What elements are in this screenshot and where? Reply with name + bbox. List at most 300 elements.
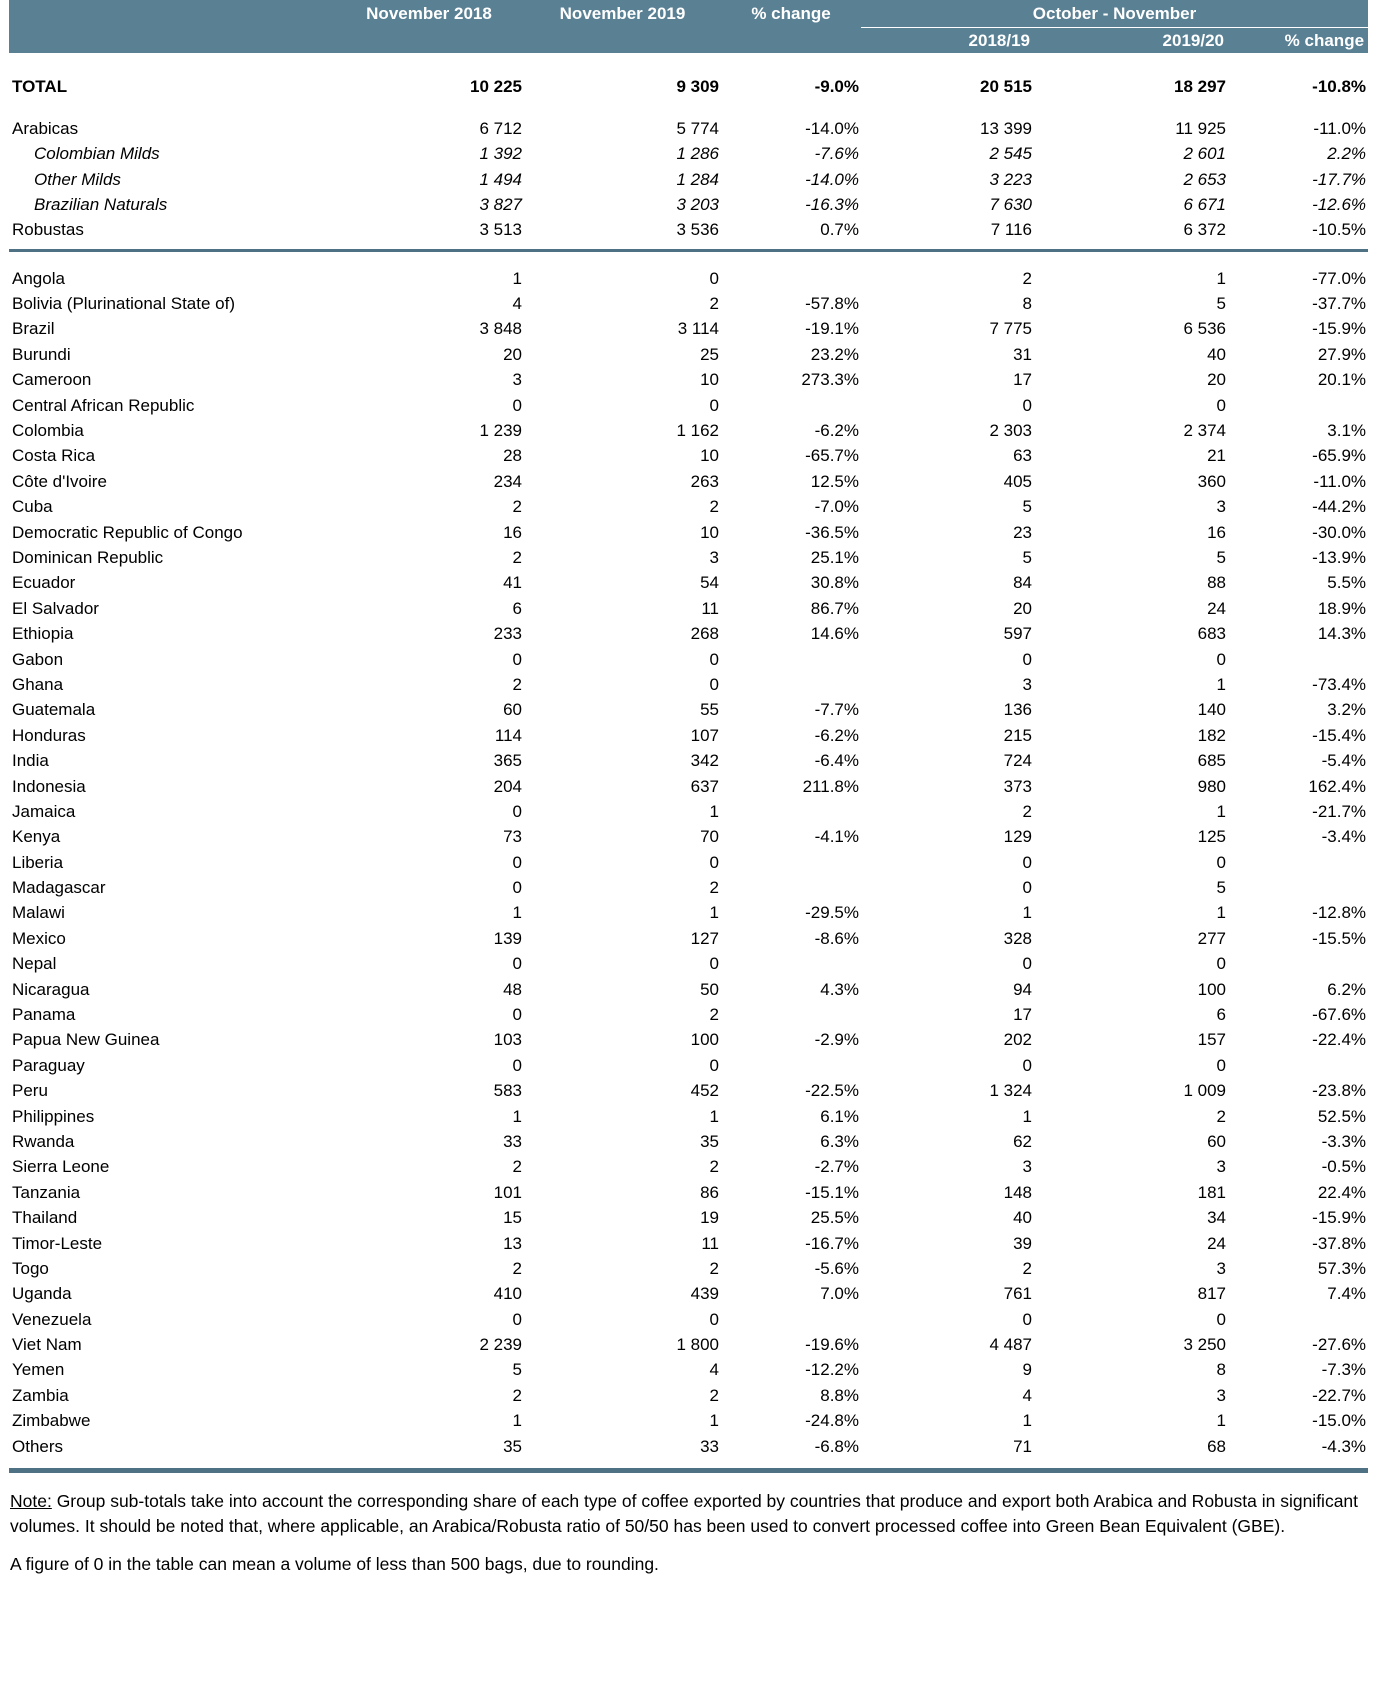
row-label: Tanzania [12, 1182, 81, 1202]
cell-octnov-pct-change: -15.4% [1312, 725, 1367, 745]
cell-octnov-2018-19: 3 [1022, 1157, 1032, 1177]
table-row [9, 952, 1368, 977]
cell-november-2018: 15 [503, 1208, 522, 1228]
cell-octnov-pct-change [1228, 850, 1368, 875]
cell-pct-change: -2.9% [814, 1030, 859, 1050]
col-header-empty [9, 0, 334, 28]
cell-octnov-pct-change: -21.7% [1312, 801, 1367, 821]
cell-november-2018: 233 [493, 624, 522, 644]
cell-november-2019: 2 [709, 294, 719, 314]
cell-november-2018: 10 225 [470, 77, 522, 97]
cell-november-2018: 410 [493, 1284, 522, 1304]
cell-pct-change: -8.6% [814, 928, 859, 948]
cell-octnov-2018-19: 1 [1022, 1411, 1032, 1431]
table-row [9, 1434, 1368, 1459]
cell-november-2018: 33 [503, 1131, 522, 1151]
row-label: Kenya [12, 827, 61, 847]
cell-octnov-2018-19: 84 [1013, 573, 1032, 593]
cell-octnov-2019-20: 34 [1207, 1208, 1226, 1228]
cell-octnov-pct-change: -27.6% [1312, 1335, 1367, 1355]
table-row [9, 266, 1368, 291]
cell-octnov-2019-20: 3 [1216, 1258, 1226, 1278]
cell-octnov-2018-19: 1 [1022, 903, 1032, 923]
cell-octnov-2018-19: 215 [1003, 725, 1032, 745]
cell-octnov-2019-20: 140 [1197, 700, 1226, 720]
cell-november-2019: 1 284 [676, 169, 719, 189]
cell-octnov-2019-20: 3 [1216, 497, 1226, 517]
cell-octnov-2019-20: 18 297 [1174, 77, 1226, 97]
cell-octnov-pct-change: -3.3% [1321, 1131, 1367, 1151]
cell-octnov-2018-19: 7 630 [989, 194, 1032, 214]
cell-octnov-pct-change [1228, 1053, 1368, 1078]
cell-pct-change: 25.1% [810, 547, 859, 567]
cell-octnov-2019-20: 5 [1216, 878, 1226, 898]
note-label: Note: [10, 1490, 52, 1511]
cell-octnov-2018-19: 23 [1013, 522, 1032, 542]
col-header-november-2018: November 2018 [334, 0, 524, 28]
divider [9, 249, 1368, 252]
cell-november-2018: 41 [503, 573, 522, 593]
row-label: Nepal [12, 954, 57, 974]
cell-octnov-2019-20: 0 [1216, 1055, 1226, 1075]
cell-pct-change [721, 647, 861, 672]
cell-octnov-2019-20: 0 [1216, 649, 1226, 669]
cell-november-2019: 54 [700, 573, 719, 593]
cell-octnov-2018-19: 17 [1013, 1005, 1032, 1025]
col-header-2018-19: 2018/19 [861, 28, 1034, 54]
cell-pct-change: -12.2% [805, 1360, 859, 1380]
cell-octnov-2018-19: 63 [1013, 446, 1032, 466]
cell-november-2019: 0 [709, 268, 719, 288]
table-row [9, 495, 1368, 520]
table-header [9, 0, 1368, 53]
cell-november-2018: 114 [494, 725, 522, 745]
cell-octnov-2019-20: 1 [1216, 268, 1226, 288]
table-row [9, 218, 1368, 243]
note-text: Group sub-totals take into account the corresponding share of each type of coffee exported by countries that produce and export both Arabica and Robusta in significant volumes. It should be noted that, where applicable, an Arabica/Robusta ratio of 50/50 has been used to convert processed coffee into Green Bean Equivalent (GBE). [10, 1490, 1359, 1536]
cell-octnov-pct-change: -17.7% [1312, 169, 1367, 189]
table-row [9, 1358, 1368, 1383]
cell-november-2019: 1 286 [676, 144, 719, 164]
cell-november-2018: 234 [493, 471, 522, 491]
cell-octnov-2018-19: 4 487 [989, 1335, 1032, 1355]
cell-octnov-2019-20: 685 [1197, 751, 1226, 771]
cell-november-2019: 0 [709, 395, 719, 415]
cell-november-2018: 0 [512, 1005, 522, 1025]
cell-octnov-2019-20: 125 [1197, 827, 1226, 847]
cell-octnov-2019-20: 1 009 [1183, 1081, 1226, 1101]
cell-november-2018: 0 [512, 395, 522, 415]
cell-octnov-pct-change: -15.9% [1312, 1208, 1367, 1228]
cell-november-2018: 1 [512, 268, 522, 288]
cell-octnov-2018-19: 7 775 [989, 319, 1032, 339]
cell-octnov-2018-19: 13 399 [980, 118, 1032, 138]
cell-octnov-pct-change: -23.8% [1312, 1081, 1367, 1101]
cell-november-2018: 2 [512, 1157, 522, 1177]
row-label: Burundi [12, 344, 71, 364]
cell-november-2018: 1 239 [479, 421, 522, 441]
cell-november-2018: 6 [512, 598, 522, 618]
table-row [9, 393, 1368, 418]
cell-pct-change: 211.8% [802, 776, 859, 796]
cell-pct-change: -14.0% [805, 169, 859, 189]
cell-octnov-2018-19: 202 [1003, 1030, 1032, 1050]
cell-octnov-2019-20: 0 [1216, 1309, 1226, 1329]
cell-pct-change: -16.7% [805, 1233, 859, 1253]
cell-pct-change: 8.8% [820, 1385, 859, 1405]
cell-octnov-pct-change: 6.2% [1327, 979, 1367, 999]
row-label: Colombia [12, 421, 84, 441]
row-label: Gabon [12, 649, 64, 669]
cell-octnov-2019-20: 16 [1207, 522, 1226, 542]
row-label: Ecuador [12, 573, 76, 593]
cell-octnov-pct-change: 27.9% [1317, 344, 1367, 364]
cell-octnov-pct-change [1228, 876, 1368, 901]
row-label: El Salvador [12, 598, 99, 618]
table-row [9, 596, 1368, 621]
cell-octnov-pct-change: 22.4% [1317, 1182, 1367, 1202]
cell-octnov-pct-change: -3.4% [1321, 827, 1367, 847]
cell-november-2019: 2 [709, 1258, 719, 1278]
cell-november-2018: 2 [512, 674, 522, 694]
cell-octnov-2018-19: 2 [1022, 1258, 1032, 1278]
cell-octnov-2019-20: 88 [1207, 573, 1226, 593]
table-row [9, 927, 1368, 952]
cell-octnov-2018-19: 62 [1013, 1131, 1032, 1151]
row-label: Brazil [12, 319, 55, 339]
cell-november-2019: 1 [709, 1106, 719, 1126]
cell-octnov-2018-19: 761 [1003, 1284, 1032, 1304]
cell-november-2018: 0 [512, 649, 522, 669]
cell-octnov-2018-19: 3 [1022, 674, 1032, 694]
cell-octnov-pct-change [1228, 952, 1368, 977]
cell-octnov-2018-19: 20 515 [980, 77, 1032, 97]
cell-november-2018: 2 [512, 1385, 522, 1405]
cell-november-2019: 2 [709, 497, 719, 517]
cell-november-2018: 2 239 [479, 1335, 522, 1355]
cell-octnov-2019-20: 5 [1216, 294, 1226, 314]
row-label: Dominican Republic [12, 547, 164, 567]
cell-octnov-2019-20: 6 671 [1183, 194, 1226, 214]
cell-octnov-2019-20: 5 [1216, 547, 1226, 567]
table-row [9, 1180, 1368, 1205]
cell-octnov-2019-20: 21 [1207, 446, 1226, 466]
divider [9, 1468, 1368, 1473]
cell-octnov-2018-19: 597 [1003, 624, 1032, 644]
cell-pct-change [721, 850, 861, 875]
cell-octnov-2019-20: 157 [1197, 1030, 1226, 1050]
cell-november-2018: 1 [512, 1106, 522, 1126]
cell-november-2018: 16 [503, 522, 522, 542]
cell-octnov-2019-20: 2 601 [1183, 144, 1226, 164]
cell-pct-change [721, 876, 861, 901]
cell-november-2018: 73 [503, 827, 522, 847]
cell-pct-change: -29.5% [805, 903, 859, 923]
row-label: Uganda [12, 1284, 72, 1304]
cell-pct-change: 25.5% [810, 1208, 859, 1228]
cell-octnov-2019-20: 0 [1216, 852, 1226, 872]
table-row [9, 647, 1368, 672]
cell-november-2018: 2 [512, 1258, 522, 1278]
cell-november-2019: 0 [709, 954, 719, 974]
cell-pct-change: -15.1% [805, 1182, 859, 1202]
cell-november-2018: 0 [512, 954, 522, 974]
cell-pct-change: -19.1% [805, 319, 859, 339]
cell-november-2018: 6 712 [479, 118, 522, 138]
cell-octnov-2019-20: 24 [1207, 1233, 1226, 1253]
cell-octnov-pct-change [1228, 647, 1368, 672]
table-row [9, 673, 1368, 698]
table-row [9, 317, 1368, 342]
cell-pct-change: 86.7% [810, 598, 859, 618]
cell-november-2018: 1 [512, 903, 522, 923]
cell-octnov-pct-change: -11.0% [1313, 118, 1367, 138]
cell-november-2019: 10 [700, 446, 719, 466]
row-label: Paraguay [12, 1055, 85, 1075]
cell-octnov-pct-change: 52.5% [1317, 1106, 1367, 1126]
cell-november-2018: 0 [512, 852, 522, 872]
cell-november-2018: 48 [503, 979, 522, 999]
row-label: Rwanda [12, 1131, 75, 1151]
cell-octnov-2018-19: 2 [1022, 268, 1032, 288]
cell-octnov-2019-20: 60 [1207, 1131, 1226, 1151]
cell-november-2018: 0 [512, 801, 522, 821]
row-label: Bolivia (Plurinational State of) [12, 294, 236, 314]
cell-november-2019: 3 536 [676, 220, 719, 240]
cell-pct-change: -14.0% [805, 118, 859, 138]
cell-octnov-pct-change: -12.6% [1312, 194, 1367, 214]
cell-octnov-2018-19: 0 [1022, 395, 1032, 415]
row-label: Other Milds [34, 169, 121, 189]
cell-november-2019: 3 [709, 547, 719, 567]
cell-pct-change: 273.3% [801, 370, 859, 390]
cell-pct-change [721, 393, 861, 418]
cell-november-2019: 2 [709, 878, 719, 898]
cell-octnov-pct-change: -4.3% [1321, 1436, 1367, 1456]
cell-pct-change [721, 952, 861, 977]
cell-november-2019: 70 [700, 827, 719, 847]
cell-octnov-pct-change: -0.5% [1321, 1157, 1367, 1177]
row-label: Liberia [12, 852, 64, 872]
cell-november-2019: 35 [700, 1131, 719, 1151]
table-row [9, 774, 1368, 799]
row-label: Central African Republic [12, 395, 195, 415]
cell-octnov-pct-change: -73.4% [1312, 674, 1367, 694]
table-row [9, 1231, 1368, 1256]
cell-octnov-pct-change: -37.8% [1312, 1233, 1367, 1253]
cell-november-2019: 1 [709, 801, 719, 821]
cell-octnov-2018-19: 373 [1003, 776, 1032, 796]
cell-octnov-2018-19: 17 [1013, 370, 1032, 390]
table-row [9, 53, 1368, 116]
cell-november-2019: 11 [701, 598, 719, 618]
cell-octnov-pct-change: -77.0% [1312, 268, 1367, 288]
row-label: Brazilian Naturals [34, 194, 168, 214]
cell-octnov-pct-change: -22.4% [1312, 1030, 1367, 1050]
cell-november-2019: 25 [700, 344, 719, 364]
cell-pct-change: 0.7% [820, 220, 859, 240]
col-header-pct-change-2: % change [1228, 28, 1368, 54]
cell-octnov-2019-20: 1 [1216, 801, 1226, 821]
cell-octnov-2019-20: 980 [1197, 776, 1226, 796]
cell-octnov-2019-20: 6 [1216, 1005, 1226, 1025]
row-label: Yemen [12, 1360, 65, 1380]
cell-octnov-2018-19: 724 [1003, 751, 1032, 771]
cell-octnov-2019-20: 2 653 [1183, 169, 1226, 189]
cell-octnov-pct-change: 3.2% [1327, 700, 1367, 720]
row-label: Sierra Leone [12, 1157, 110, 1177]
cell-pct-change [721, 800, 861, 825]
cell-octnov-pct-change: 57.3% [1317, 1258, 1367, 1278]
cell-november-2019: 342 [690, 751, 719, 771]
cell-november-2018: 3 [512, 370, 522, 390]
cell-octnov-2018-19: 1 324 [989, 1081, 1032, 1101]
cell-octnov-pct-change: -22.7% [1312, 1385, 1367, 1405]
cell-november-2019: 127 [690, 928, 719, 948]
cell-november-2019: 11 [701, 1233, 719, 1253]
cell-november-2019: 19 [700, 1208, 719, 1228]
cell-octnov-pct-change: -37.7% [1312, 294, 1367, 314]
header-row-2 [9, 28, 1368, 54]
table-row [9, 977, 1368, 1002]
cell-octnov-2018-19: 8 [1022, 294, 1032, 314]
row-label: Malawi [12, 903, 65, 923]
row-label: Colombian Milds [34, 144, 160, 164]
cell-pct-change: -7.6% [814, 144, 859, 164]
col-header-october-november: October - November [861, 0, 1368, 28]
cell-octnov-pct-change: -5.4% [1321, 751, 1367, 771]
row-label: Timor-Leste [12, 1233, 103, 1253]
cell-november-2019: 0 [709, 1055, 719, 1075]
cell-november-2018: 20 [503, 344, 522, 364]
cell-octnov-pct-change: 5.5% [1327, 573, 1367, 593]
cell-octnov-2018-19: 9 [1022, 1360, 1032, 1380]
row-label: Costa Rica [12, 446, 96, 466]
cell-november-2018: 583 [493, 1081, 522, 1101]
cell-octnov-2019-20: 8 [1216, 1360, 1226, 1380]
row-label: Honduras [12, 725, 86, 745]
cell-octnov-2018-19: 0 [1022, 852, 1032, 872]
cell-pct-change: -16.3% [805, 194, 859, 214]
coffee-exports-table [9, 0, 1368, 1473]
cell-november-2019: 1 800 [676, 1335, 719, 1355]
cell-november-2019: 10 [700, 522, 719, 542]
cell-pct-change [721, 1307, 861, 1332]
table-row [9, 1028, 1368, 1053]
cell-pct-change: -19.6% [805, 1335, 859, 1355]
row-label: TOTAL [12, 77, 68, 97]
cell-pct-change: -7.7% [814, 700, 859, 720]
row-label: Nicaragua [12, 979, 90, 999]
cell-octnov-2018-19: 0 [1022, 1055, 1032, 1075]
cell-november-2019: 50 [700, 979, 719, 999]
cell-octnov-2018-19: 31 [1013, 344, 1032, 364]
row-label: Papua New Guinea [12, 1030, 160, 1050]
cell-octnov-2018-19: 405 [1003, 471, 1032, 491]
cell-pct-change: -6.2% [814, 725, 859, 745]
row-label: Zambia [12, 1385, 69, 1405]
cell-octnov-2019-20: 0 [1216, 395, 1226, 415]
cell-november-2019: 1 [709, 1411, 719, 1431]
cell-november-2019: 2 [709, 1385, 719, 1405]
cell-november-2019: 637 [690, 776, 719, 796]
cell-november-2019: 268 [690, 624, 719, 644]
table-row [9, 116, 1368, 141]
row-label: Peru [12, 1081, 48, 1101]
cell-octnov-pct-change [1228, 393, 1368, 418]
cell-octnov-pct-change: 14.3% [1317, 624, 1367, 644]
cell-pct-change: -22.5% [805, 1081, 859, 1101]
cell-pct-change: 4.3% [820, 979, 859, 999]
table-row [9, 1130, 1368, 1155]
cell-octnov-2019-20: 181 [1197, 1182, 1226, 1202]
cell-octnov-2018-19: 7 116 [990, 220, 1032, 240]
cell-pct-change: 14.6% [810, 624, 859, 644]
cell-octnov-pct-change: -15.0% [1312, 1411, 1367, 1431]
cell-pct-change: -36.5% [805, 522, 859, 542]
separator-row [9, 1460, 1368, 1473]
cell-pct-change: 6.1% [820, 1106, 859, 1126]
cell-november-2019: 0 [709, 852, 719, 872]
table-row [9, 571, 1368, 596]
row-label: Robustas [12, 220, 84, 240]
header-row-1 [9, 0, 1368, 28]
table-row [9, 1003, 1368, 1028]
table-row [9, 520, 1368, 545]
cell-november-2018: 139 [493, 928, 522, 948]
cell-november-2018: 3 827 [479, 194, 522, 214]
notes [10, 1489, 1362, 1577]
cell-octnov-2018-19: 3 223 [989, 169, 1032, 189]
cell-octnov-pct-change: 18.9% [1317, 598, 1367, 618]
cell-november-2019: 33 [700, 1436, 719, 1456]
row-label: Jamaica [12, 801, 76, 821]
table-row [9, 419, 1368, 444]
cell-octnov-2019-20: 277 [1197, 928, 1226, 948]
cell-octnov-2019-20: 0 [1216, 954, 1226, 974]
cell-november-2019: 1 [709, 903, 719, 923]
cell-november-2018: 13 [503, 1233, 522, 1253]
cell-octnov-pct-change: -10.8% [1312, 77, 1367, 97]
table-row [9, 1409, 1368, 1434]
row-label: India [12, 751, 49, 771]
table-row [9, 343, 1368, 368]
cell-octnov-2019-20: 3 250 [1183, 1335, 1226, 1355]
cell-pct-change [721, 1003, 861, 1028]
row-label: Guatemala [12, 700, 96, 720]
cell-november-2019: 2 [709, 1005, 719, 1025]
cell-november-2019: 5 774 [676, 118, 719, 138]
table-row [9, 142, 1368, 167]
cell-november-2019: 4 [709, 1360, 719, 1380]
cell-pct-change: -4.1% [814, 827, 859, 847]
cell-november-2018: 2 [512, 547, 522, 567]
cell-octnov-2018-19: 129 [1003, 827, 1032, 847]
cell-octnov-2018-19: 2 [1022, 801, 1032, 821]
cell-octnov-2019-20: 683 [1197, 624, 1226, 644]
cell-november-2018: 1 494 [479, 169, 522, 189]
cell-octnov-2018-19: 0 [1022, 649, 1032, 669]
cell-november-2019: 0 [709, 649, 719, 669]
row-label: Mexico [12, 928, 66, 948]
cell-octnov-2019-20: 20 [1207, 370, 1226, 390]
table-row [9, 1053, 1368, 1078]
cell-octnov-2018-19: 148 [1003, 1182, 1032, 1202]
table-row [9, 368, 1368, 393]
cell-november-2019: 55 [700, 700, 719, 720]
cell-pct-change [721, 266, 861, 291]
row-label: Philippines [12, 1106, 95, 1126]
